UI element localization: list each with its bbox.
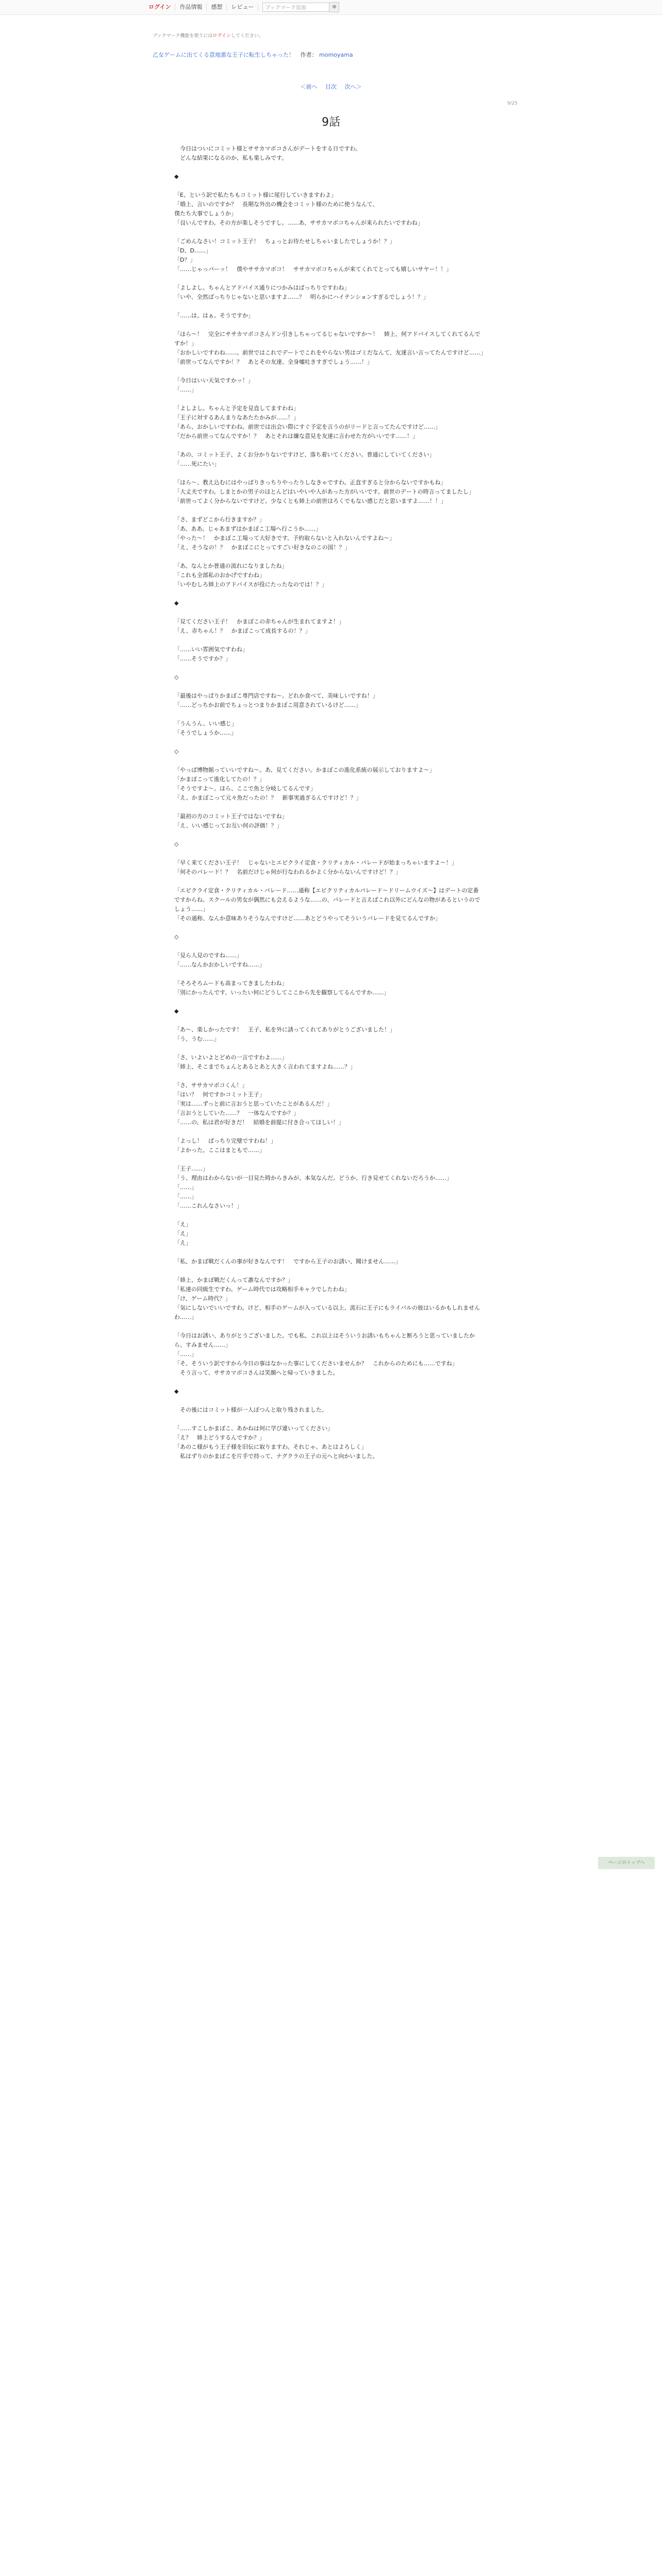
body-paragraph: その後にはコミット様が一人ぽつんと取り残されました。 — [174, 1406, 327, 1413]
bookmark-login-notice — [153, 32, 263, 39]
body-paragraph: 「……どっちかお前でちょっとつまりかまぼこ用意されているけど……」 — [174, 702, 361, 708]
body-paragraph: 「そうでしょうか……」 — [174, 730, 237, 736]
body-paragraph — [174, 831, 484, 840]
body-paragraph — [174, 803, 484, 812]
body-paragraph: 「今日はお誘い、ありがとうございました。でも私、これ以上はそういうお誘いもちゃんと断ろうと思っていましたから、すみません……」 — [174, 1332, 475, 1348]
body-paragraph — [174, 469, 484, 478]
scene-break-marker: ◆ — [174, 173, 179, 180]
body-paragraph: 「え、かまぼこって元々魚だったの！？ 新事実過ぎるんですけど！？」 — [174, 794, 362, 801]
body-paragraph: 「え」 — [174, 1221, 191, 1228]
body-paragraph: 「D？」 — [174, 257, 196, 263]
scene-break-marker: ◆ — [174, 1388, 179, 1395]
body-paragraph — [174, 664, 484, 673]
body-paragraph: 「え、いい感じってお互い何の評価！？」 — [174, 822, 283, 829]
body-paragraph: 「さ、ササカマボコくん！」 — [174, 1082, 248, 1089]
body-paragraph: 「私、かまぼ戦だくんの事が好きなんです！ ですから王子のお誘い、聞けません……」 — [174, 1258, 401, 1265]
chapter-title: 9話 — [322, 116, 340, 129]
body-paragraph — [174, 274, 484, 283]
body-paragraph: 「見ら人見のですね……」 — [174, 952, 242, 959]
body-paragraph: 今日はついにコミット様とササカマボコさんがデートをする日ですわ。 — [174, 145, 361, 152]
body-paragraph — [174, 395, 484, 404]
body-paragraph: 「あ、なんとか普通の流れになりましたね」 — [174, 563, 288, 569]
body-paragraph — [174, 849, 484, 858]
body-paragraph: 「よっし！ ばっちり完璧ですわね！」 — [174, 1138, 276, 1144]
notice-suffix: してください。 — [230, 33, 263, 39]
scene-break-marker: ◇ — [174, 934, 179, 940]
body-paragraph — [174, 1155, 484, 1164]
novel-title-link[interactable]: 乙女ゲームに出てくる意地悪な王子に転生しちゃった！ — [153, 52, 294, 58]
page-top-button[interactable]: ページのトップへ — [598, 1857, 655, 1869]
body-paragraph: 「あら、おかしいですわね。前世では出会い際にすぐ予定を言うのがリードと言ってたんですけど……」 — [174, 423, 441, 430]
body-paragraph: 「言おうとしていた……？ 一体なんですか？」 — [174, 1110, 299, 1116]
body-paragraph — [174, 877, 484, 886]
body-paragraph: 「これも全部私のおかげですわね」 — [174, 572, 265, 579]
body-paragraph: 「……じゃっパーッ！ 僕やササカマボコ！ ササカマボコちゃんが来てくれてとっても嬉しいサヤー！！」 — [174, 266, 452, 273]
body-paragraph: 「早く来てください王子！ じゃないとエピクライ定食・クリティカル・パレードが始まっちゃいますよ～！」 — [174, 859, 457, 866]
body-paragraph: 「よしよし。ちゃんと予定を見直してますわね」 — [174, 405, 299, 412]
body-paragraph: 私はずりのかまぼこを片手で持って、ナグクラの王子の元へと向かいました。 — [174, 1453, 378, 1460]
body-paragraph: 「……これんなさいっ！」 — [174, 1202, 242, 1209]
body-paragraph: 「おかしいですわね……。前世ではこれでデートでこれをやらない男はゴミだなんて、友達言い言ってたんですけど……」 — [174, 349, 486, 356]
body-paragraph: 「最初の方のコミット王子ではないですね」 — [174, 813, 288, 820]
body-paragraph: 「……」 — [174, 1351, 197, 1358]
body-paragraph: 「……は、はぁ。そうですか」 — [174, 312, 254, 319]
body-paragraph: 「見てください王子！ かまぼこの赤ちゃんが生まれてますよ！」 — [174, 618, 344, 625]
body-paragraph: 「……」 — [174, 386, 197, 393]
body-paragraph: 「婚上、言いのですか？ 長期な外出の機会をコミット様のために使うなんて、 — [174, 201, 378, 208]
body-paragraph: 「いやむしろ姉上のアドバイスが役にたったなのでは！？」 — [174, 581, 327, 588]
body-paragraph — [174, 756, 484, 766]
body-paragraph: 「かまぼこって進化してたの！？」 — [174, 776, 265, 783]
body-paragraph: 「今日はいい天気ですかッ！」 — [174, 377, 254, 384]
body-paragraph: 「実は……ずっと前に言おうと思っていたことがあるんだ！」 — [174, 1100, 333, 1107]
body-paragraph: 「あのこ様がもう王子様を旧伝に取りますわ。それじゃ、あとはよろしく」 — [174, 1444, 367, 1450]
top-nav — [0, 0, 662, 15]
body-paragraph: 「ごめんなさい！コミット王子！ ちょっとお待たせしちゃいましたでしょうか！？」 — [174, 238, 395, 245]
body-paragraph: 「……」 — [174, 1184, 197, 1191]
scene-break-marker: ◇ — [174, 748, 179, 755]
body-paragraph: 「私達の同級生ですわ。ゲーム時代では攻略相手キャラでしたわね」 — [174, 1286, 350, 1293]
body-paragraph: 「あ～、楽しかったです！ 王子、私を外に誘ってくれてありがとうございました！」 — [174, 1026, 395, 1033]
body-paragraph — [174, 636, 484, 645]
body-paragraph: 「……の、私は君が好きだ！ 結婚を前提に付き合ってほしい！」 — [174, 1119, 344, 1126]
author-link[interactable]: momoyama — [319, 52, 353, 58]
body-paragraph: 「……」 — [174, 1193, 197, 1200]
body-paragraph: 「あの、コミット王子、よくお分かりないですけど、落ち着いてください。普通にしていてください」 — [174, 451, 435, 458]
body-paragraph: そう言って、ササカマボコさんは笑顔へと帰っていきました。 — [174, 1369, 339, 1376]
body-paragraph: 「え、赤ちゃん！？ かまぼこって成長するの！？」 — [174, 628, 311, 634]
bookmark-input[interactable]: ブックマーク追加 — [262, 3, 329, 12]
next-link[interactable]: 次へ＞ — [344, 83, 362, 90]
body-paragraph — [174, 320, 484, 330]
body-paragraph — [174, 923, 484, 933]
body-paragraph: 「そろそろムードも高まってきましたわね」 — [174, 980, 288, 987]
body-paragraph: 「……すこしかまぼこ、あかねは何に学び違いってください」 — [174, 1425, 333, 1432]
body-paragraph: 「え？ 姉上どうするんですか？」 — [174, 1434, 265, 1441]
novel-body — [174, 144, 484, 1461]
body-paragraph — [174, 942, 484, 951]
body-paragraph: 「……そうですか？」 — [174, 655, 231, 662]
nav-item-impressions[interactable]: 感想 — [207, 4, 227, 11]
breadcrumb — [153, 50, 353, 59]
scene-break-marker: ◆ — [174, 1008, 179, 1014]
body-paragraph: 「う、理由はわからないが一目見た時からきみが、本気なんだ。どうか、行き見せてくれないだろうか……」 — [174, 1175, 452, 1181]
nav-item-work-info[interactable]: 作品情報 — [175, 4, 207, 11]
body-paragraph: 「え、そうなの！？ かまぼこにとってすごい好きなのこの国！？」 — [174, 544, 351, 551]
body-paragraph — [174, 1322, 484, 1331]
body-paragraph — [174, 997, 484, 1007]
body-paragraph — [174, 970, 484, 979]
page-number: 9/25 — [507, 101, 518, 106]
body-paragraph — [174, 608, 484, 617]
body-paragraph — [174, 1378, 484, 1387]
body-paragraph: 僕たち大事でしょうか」 — [174, 210, 237, 217]
prev-link[interactable]: ＜前へ — [300, 83, 318, 90]
body-paragraph: 「良いんですわ。その方が楽しそうですし。……あ、ササカマボコちゃんが来られたいですわね」 — [174, 219, 423, 226]
body-paragraph — [174, 441, 484, 450]
pager-top — [0, 82, 662, 91]
body-paragraph: 「あ、ああ。じゃあまずはかまぼこ工場へ行こうか……」 — [174, 526, 322, 532]
body-paragraph: 「D、D……」 — [174, 247, 211, 254]
body-paragraph — [174, 302, 484, 311]
scene-break-marker: ◆ — [174, 600, 179, 606]
bookmark-add-icon[interactable]: ⊕ — [329, 2, 339, 12]
body-paragraph — [174, 1415, 484, 1424]
body-paragraph — [174, 552, 484, 562]
body-paragraph: 「別にかったんです、いったい何にどうしてここから先を観察してるんですか……」 — [174, 989, 390, 996]
body-paragraph — [174, 738, 484, 747]
body-paragraph: 「……なんかおかしいですね……」 — [174, 961, 265, 968]
body-paragraph: 「……いい雰囲気ですわね」 — [174, 646, 248, 653]
body-paragraph: 「ほら～！ 完全にササカマボコさんドン引きしちゃってるじゃないですか～！ 姉上、何アドバイスしてくれてるんですか！」 — [174, 331, 481, 347]
body-paragraph — [174, 1248, 484, 1257]
body-paragraph: 「前世ってなんですか！？ あとその友達、全身嘘吐きすぎでしょう……！」 — [174, 359, 373, 365]
body-paragraph — [174, 1044, 484, 1053]
body-paragraph — [174, 1016, 484, 1025]
body-paragraph: 「はい？ 何ですかコミット王子」 — [174, 1091, 265, 1098]
body-paragraph: 「やった～！ かまぼこ工場って大好きです。予約取らないと入れないんですよね～」 — [174, 535, 395, 541]
body-paragraph: 「E、という訳で私たちもコミット様に尾行していきますわよ」 — [174, 192, 337, 198]
body-paragraph: 「け、ゲーム時代？」 — [174, 1295, 231, 1302]
body-paragraph — [174, 181, 484, 191]
body-paragraph: 「やっぱ博物館っていいですね～。あ、見てください。かまぼこの進化系統の展示しておりますよ～」 — [174, 767, 435, 773]
author-label: 作者： — [300, 52, 318, 58]
body-paragraph: 「え」 — [174, 1230, 191, 1237]
body-paragraph — [174, 589, 484, 599]
body-paragraph: 「え」 — [174, 1240, 191, 1246]
body-paragraph — [174, 1396, 484, 1405]
scene-break-marker: ◇ — [174, 674, 179, 681]
body-paragraph: 「ほら～、教え込むにはやっぱりきっちりやったりしなきゃですわ。正直すぎると分からないですかもね」 — [174, 479, 446, 486]
login-link[interactable]: ログイン — [144, 4, 175, 11]
body-paragraph: 「姉上、かまぼ戦だくんって誰なんですか？」 — [174, 1277, 293, 1283]
body-paragraph: 「さ、いよいよとどめの一言ですわよ……」 — [174, 1054, 288, 1061]
body-paragraph: 「そ、そういう訳ですから今日の事はなかった事にしてくださいませんか？ これからのためにも……ですね」 — [174, 1360, 458, 1367]
body-paragraph — [174, 228, 484, 237]
body-paragraph: 「大丈夫ですわ。しまとかの男子のほとんどはいやいや人があった方がいいです。前世のデートの時言ってましたし」 — [174, 488, 474, 495]
body-paragraph — [174, 710, 484, 719]
toc-link[interactable]: 目次 — [325, 83, 337, 90]
scene-break-marker: ◇ — [174, 841, 179, 848]
body-paragraph: 「さ、まずどこから行きますか？」 — [174, 516, 265, 523]
body-paragraph: 「王子に対するあんまりなあたたかみが……！」 — [174, 414, 299, 421]
body-paragraph — [174, 367, 484, 376]
body-paragraph — [174, 682, 484, 691]
body-paragraph: どんな結果になるのか、私も楽しみです。 — [174, 155, 288, 161]
body-paragraph: 「何そのパレード！？ 名前だけじゃ何が行なわれるかよく分からないんですけど！？」 — [174, 869, 401, 875]
body-paragraph: 「いや、全然ばっちりじゃないと思いますよ……？ 明らかにハイテンションすぎるでしょう！？」 — [174, 294, 429, 300]
body-paragraph: 「前世ってよく分からないですけど、少なくとも姉上の前世はろくでもない感じだと思いますよ……！！」 — [174, 498, 446, 504]
body-paragraph: 「エピクライ定食・クリティカル・パレード……通称【エピクリティカルパレード～ドリームウイズ～】はデートの定番ですからね。スクールの男女が偶然にも会えるような……の、パレードと言えばこれ以外にどんなの物があるというのでしょう……」 — [174, 887, 481, 912]
body-paragraph: 「うんうん、いい感じ」 — [174, 720, 237, 727]
body-paragraph: 「……死にたい」 — [174, 461, 220, 467]
body-paragraph: 「気にしないでいいですわ。けど、相手のゲームが入っている以上、流石に王子にもライバルの彼はいるかもしれませんわ……」 — [174, 1304, 481, 1320]
body-paragraph — [174, 1127, 484, 1137]
notice-text: ブックマーク機能を使うには — [153, 33, 213, 39]
body-paragraph: 「最後はやっぱりかまぼこ専門店ですね～。どれか食べて、美味しいですね！」 — [174, 692, 378, 699]
body-paragraph: 「姉上、そこまでちょんとあるとあと大きく言われてますよね……？」 — [174, 1063, 356, 1070]
body-paragraph: 「王子……」 — [174, 1165, 208, 1172]
body-paragraph — [174, 1072, 484, 1081]
body-paragraph: 「その通称、なんか意味ありそうなんですけど……あとどうやってそういうパレードを見てるんですか」 — [174, 915, 441, 922]
body-paragraph: 「よかった。ここはまともで……」 — [174, 1147, 265, 1154]
body-paragraph: 「う、うむ……」 — [174, 1036, 220, 1042]
body-paragraph: 「そうですよ～。ほら、ここで魚と分岐してるんです」 — [174, 785, 316, 792]
body-paragraph — [174, 1266, 484, 1276]
body-paragraph: 「だから前世ってなんですか！？ あとそれは嫌な意見を友達に言わせた方がいいです……！」 — [174, 433, 418, 439]
notice-login-link[interactable]: ログイン — [212, 33, 231, 39]
body-paragraph — [174, 163, 484, 172]
body-paragraph — [174, 1211, 484, 1220]
nav-item-reviews[interactable]: レビュー — [227, 4, 258, 11]
body-paragraph — [174, 506, 484, 515]
body-paragraph: 「よしよし。ちゃんとアドバイス通りにつかみはばっちりですわね」 — [174, 284, 350, 291]
